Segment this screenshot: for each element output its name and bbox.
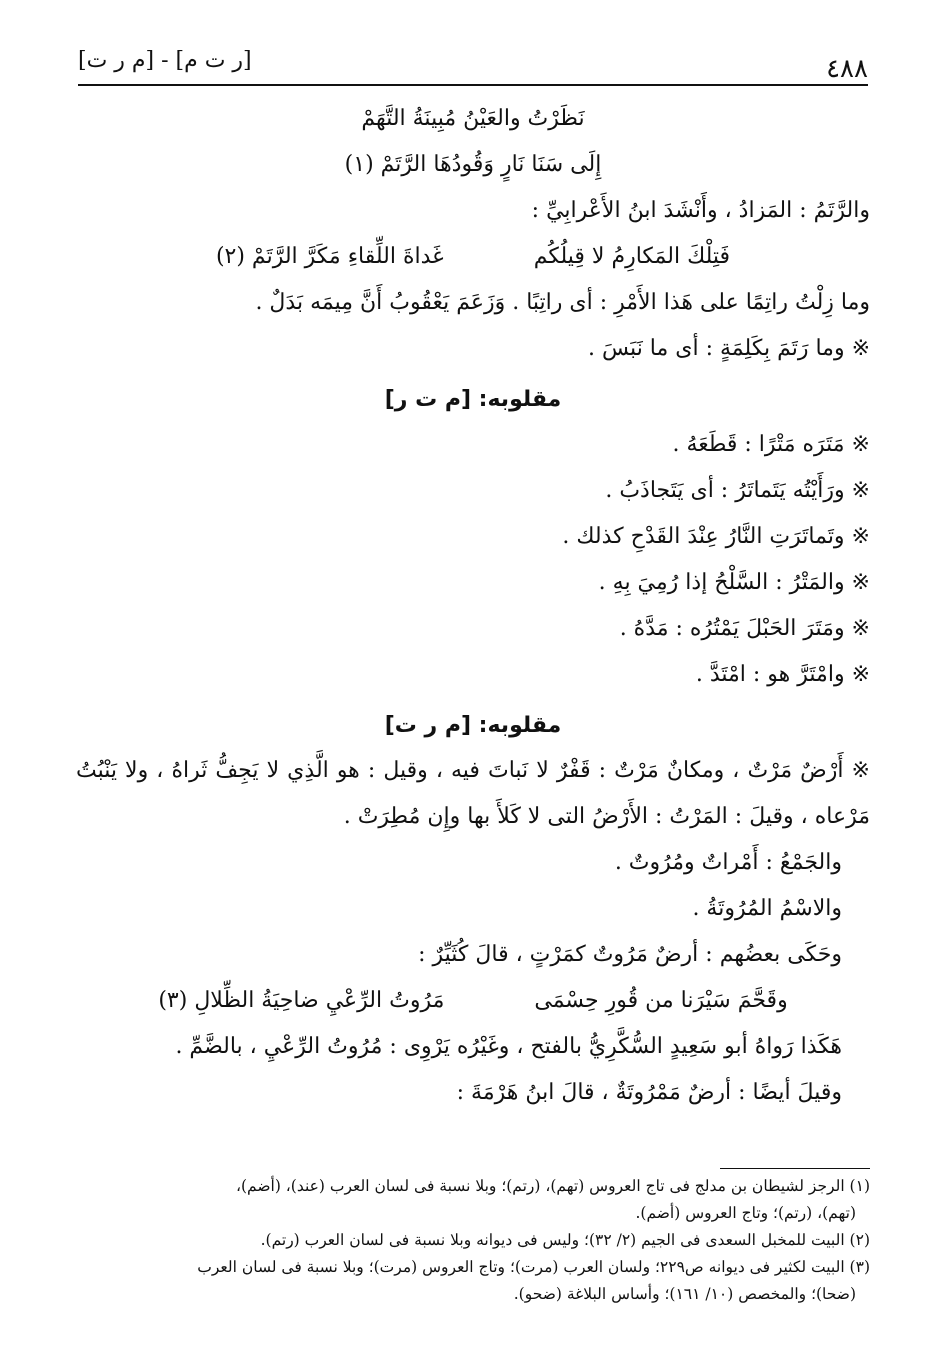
hemistich-second: غَداةَ اللِّقاءِ مَكَرَّ الرَّتَمْ (٢) — [215, 244, 444, 269]
entry-line: ※ مَتَرَه مَتْرًا : قَطَعَهُ . — [672, 432, 870, 457]
header-rule — [78, 84, 868, 86]
section-heading: مقلوبه: [م ر ت] — [384, 713, 562, 738]
main-text — [76, 96, 870, 1116]
page-header — [78, 40, 868, 86]
footnote-rule — [720, 1168, 870, 1169]
text-line: والاسْمُ المُرُوتَةُ . — [692, 896, 842, 921]
text-line: وقيلَ أيضًا : أرضٌ مَمْرُوتَةٌ ، قالَ ابنُ هَرْمَةَ : — [456, 1080, 842, 1105]
hemistich-first: وقَحَّمَ سَيْرَنا من قُورِ حِسْمَى — [534, 988, 788, 1013]
text-line: والرَّتَمُ : المَزادُ ، وأَنْشَدَ ابنُ الأَعْرابِيِّ : — [531, 198, 870, 223]
entry-line: ※ وما رَتَمَ بِكَلِمَةٍ : أى ما نَبَسَ . — [588, 336, 870, 361]
footnotes — [76, 1168, 870, 1308]
hemistich-second: مَرُوتُ الرِّعْيِ ضاحِيَةُ الظِّلالِ (٣) — [158, 988, 445, 1013]
entry-line: ※ وتَماتَرَتِ النَّارُ عِنْدَ القَدْحِ كذلك . — [562, 524, 870, 549]
text-line: هَكَذا رَواهُ أبو سَعِيدٍ السُّكَّرِيُّ بالفتح ، وغَيْرُه يَرْوِى : مُرُوتُ الرِّعْيِ ، بالضَّمِّ . — [175, 1034, 842, 1059]
footnote-3: (٣) البيت لكثير فى ديوانه ص٢٢٩؛ ولسان العرب (مرت)؛ وتاج العروس (مرت)؛ وبلا نسبة فى لسان العرب — [197, 1258, 870, 1276]
verse-line: إِلَى سَنَا نَارٍ وَقُودُهَا الرَّتَمْ (١) — [344, 152, 602, 177]
text-line: وما زِلْتُ راتِمًا على هَذا الأَمْرِ : أى راتِبًا . وَزَعَمَ يَعْقُوبُ أَنَّ مِيمَه بَدَلٌ . — [255, 290, 870, 315]
entry-line: ※ وامْتَرَّ هو : امْتَدَّ . — [695, 662, 870, 687]
footnote-3-continued: (ضحا)؛ والمخصص (١٠/ ١٦١)؛ وأساس البلاغة (ضحو). — [513, 1285, 856, 1303]
entry-line: ※ ورَأَيْتُه يَتَماتَرُ : أى يَتَجاذَبُ . — [605, 478, 870, 503]
entry-line: ※ ومَتَرَ الحَبْلَ يَمْتُرُه : مَدَّهُ . — [619, 616, 870, 641]
text-line: وحَكَى بعضُهم : أرضٌ مَرُوتٌ كمَرْتٍ ، قالَ كُثَيِّرٌ : — [418, 942, 842, 967]
entry-paragraph: ※ أَرْضٌ مَرْتٌ ، ومكانٌ مَرْتٌ : قَفْرٌ لا نَباتَ فيه ، وقيل : هو الَّذِي لا يَجِفُّ ثَراهُ ، ولا يَنْبُتُ مَرْعاه ، وقيلَ : المَرْتُ : الأَرْضُ التى لا كَلأَ بها وإِن مُطِرَتْ . — [76, 758, 870, 829]
running-head: [ر ت م] - [م ر ت] — [78, 48, 252, 73]
verse-line: نَظَرْتُ والعَيْنُ مُبِينَةُ التَّهَمْ — [361, 106, 585, 131]
hemistich-first: فَتِلْكَ المَكارِمُ لا قِيلُكُم — [533, 244, 731, 269]
poetry-couplet — [76, 978, 870, 1024]
section-heading: مقلوبه: [م ت ر] — [384, 387, 562, 412]
footnote-1-continued: (تهم)، (رتم)؛ وتاج العروس (أضم). — [635, 1204, 856, 1222]
footnote-2: (٢) البيت للمخبل السعدى فى الجيم (٢/ ٣٢)؛ وليس فى ديوانه وبلا نسبة فى لسان العرب (رتم). — [260, 1231, 870, 1249]
page-number: ٤٨٨ — [826, 54, 868, 84]
text-line: والجَمْعُ : أَمْراتٌ ومُرُوتٌ . — [614, 850, 842, 875]
poetry-couplet — [76, 234, 870, 280]
entry-line: ※ والمَتْرُ : السَّلْحُ إذا رُمِيَ بِهِ . — [598, 570, 870, 595]
footnote-1: (١) الرجز لشيطان بن مدلج فى تاج العروس (تهم)، (رتم)؛ وبلا نسبة فى لسان العرب (عند)، (أضم)، — [235, 1177, 870, 1195]
